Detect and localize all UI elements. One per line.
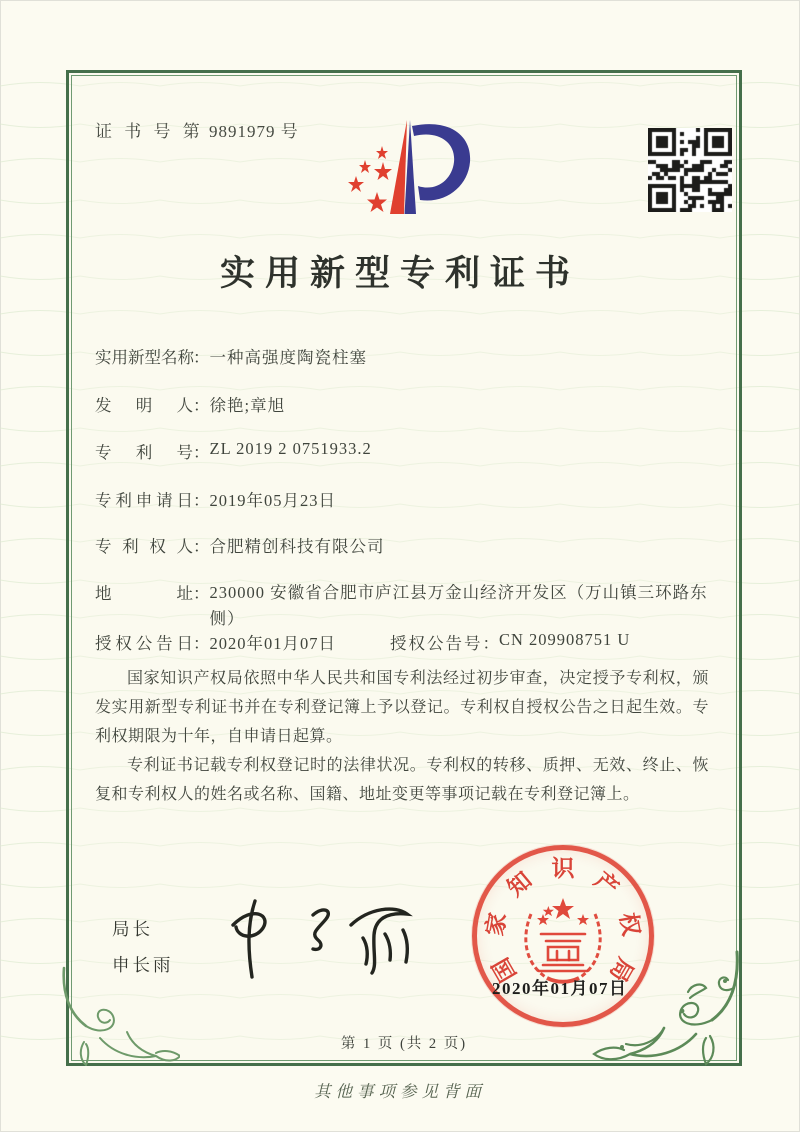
back-side-note: 其他事项参见背面 [314, 1082, 486, 1101]
field-row-inventor [95, 392, 285, 416]
field-row-utility-name [95, 344, 367, 368]
seal-character: 知 [502, 867, 537, 902]
field-colon: ： [193, 491, 210, 510]
seal-character: 国 [487, 953, 522, 986]
field-label: 专利申请日 [95, 491, 193, 510]
legal-text-block [95, 664, 709, 809]
commissioner-signature [225, 893, 420, 981]
certificate-number [95, 117, 299, 142]
page-number: 第 1 页 (共 2 页) [340, 1036, 468, 1052]
field-label: 发明人 [95, 396, 193, 415]
field-colon: ： [193, 634, 210, 653]
field-colon: ： [193, 396, 210, 415]
field-colon: ： [193, 537, 210, 556]
seal-character: 识 [551, 856, 575, 881]
field-colon: ： [193, 584, 210, 603]
official-seal [472, 845, 654, 1027]
legal-paragraph-2: 专利证书记载专利权登记时的法律状况。专利权的转移、质押、无效、终止、恢复和专利权人的姓名或名称、国籍、地址变更等事项记载在专利登记簿上。 [95, 757, 709, 803]
field-row-address [95, 580, 726, 632]
certificate-number-prefix: 证 书 号 第 [95, 122, 204, 141]
field-row-grant-date-and-number [95, 630, 631, 654]
field-value: 一种高强度陶瓷柱塞 [209, 348, 367, 367]
field-value: 230000 安徽省合肥市庐江县万金山经济开发区（万山镇三环路东侧） [209, 583, 708, 628]
seal-character: 家 [482, 910, 511, 938]
field-label: 授权公告日 [95, 634, 193, 653]
field-colon: ： [482, 634, 499, 653]
field-value: ZL 2019 2 0751933.2 [209, 439, 372, 458]
field-grant-number [390, 630, 630, 654]
field-value: 2020年01月07日 [209, 634, 336, 653]
field-value: 合肥精创科技有限公司 [209, 537, 385, 556]
seal-date: 2020年01月07日 [492, 979, 628, 998]
field-colon: ： [193, 443, 210, 462]
field-label: 授权公告号 [390, 634, 483, 653]
field-value: 徐艳;章旭 [209, 396, 286, 415]
commissioner-title: 局长 [112, 919, 153, 939]
field-label: 专利权人 [95, 537, 193, 556]
legal-paragraph-1: 国家知识产权局依照中华人民共和国专利法经过初步审查，决定授予专利权，颁发实用新型专利证书并在专利登记簿上予以登记。专利权自授权公告之日起生效。专利权期限为十年，自申请日起算。 [95, 670, 709, 745]
certificate-number-suffix: 号 [280, 122, 299, 141]
field-value: 2019年05月23日 [209, 491, 336, 510]
field-label: 地址 [95, 584, 193, 603]
field-value: CN 209908751 U [499, 630, 631, 649]
commissioner-name: 申长雨 [112, 955, 174, 975]
qr-code [648, 128, 732, 212]
field-colon: ： [193, 348, 210, 367]
seal-character: 局 [604, 953, 639, 986]
certificate-number-value: 9891979 [209, 122, 276, 141]
field-label: 专利号 [95, 443, 193, 462]
seal-character: 产 [589, 867, 624, 902]
certificate-title: 实用新型专利证书 [219, 254, 580, 293]
national-emblem-icon [519, 888, 607, 984]
field-label: 实用新型名称 [95, 348, 194, 367]
seal-character: 权 [615, 910, 644, 938]
field-row-patentee [95, 533, 385, 557]
field-row-filing-date [95, 487, 336, 511]
field-row-patent-number [95, 439, 372, 463]
cnipa-logo-icon [332, 110, 482, 218]
